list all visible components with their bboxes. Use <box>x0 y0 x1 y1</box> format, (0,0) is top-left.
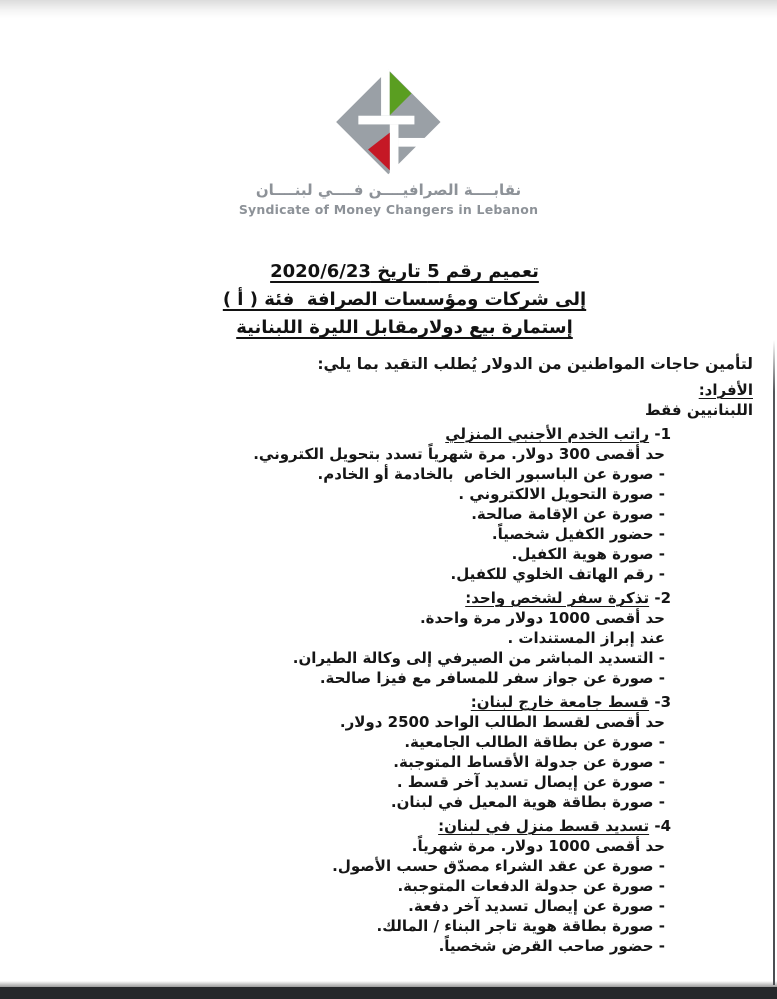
section-university-tuition <box>30 692 753 812</box>
requirement-line: - رقم الهاتف الخلوي للكفيل. <box>450 565 665 583</box>
section-heading <box>30 424 671 444</box>
requirement-line: عند إبراز المستندات . <box>507 629 665 647</box>
requirement-line: - حضور صاحب القرض شخصياً. <box>438 937 665 955</box>
circular-title-line-2: إلى شركات ومؤسسات الصرافة فئة ( أ ) <box>222 289 587 310</box>
nationality-note: اللبنانيين فقط <box>644 401 753 419</box>
logo-english-name: Syndicate of Money Changers in Lebanon <box>238 202 539 217</box>
photo-bottom-edge <box>0 987 777 999</box>
requirement-line: - صورة عن عقد الشراء مصدّق حسب الأصول. <box>332 857 665 875</box>
syndicate-logo <box>239 64 538 217</box>
section-travel-ticket <box>30 588 753 688</box>
section-number: 3- <box>654 693 671 711</box>
requirement-line: - صورة عن جدولة الدفعات المتوجبة. <box>397 877 665 895</box>
requirement-line: - صورة عن جدولة الأقساط المتوجبة. <box>393 753 665 771</box>
requirement-line: - صورة عن الإقامة صالحة. <box>471 505 665 523</box>
logo-arabic-name: نقابــــة الصرافيــــن فــــي لبنــــان <box>255 181 522 199</box>
circular-title-block <box>223 258 586 342</box>
circular-title-line-3: إستمارة بيع دولارمقابل الليرة اللبنانية <box>236 317 573 338</box>
requirement-line: حد أقصى 1000 دولار مرة واحدة. <box>419 609 665 627</box>
individuals-heading: الأفراد: <box>698 381 753 399</box>
money-changers-diamond-icon <box>329 64 447 180</box>
section-heading <box>30 816 671 836</box>
requirement-line: - التسديد المباشر من الصيرفي إلى وكالة الطيران. <box>292 649 665 667</box>
requirement-line: - حضور الكفيل شخصياً. <box>491 525 665 543</box>
section-title: تسديد قسط منزل في لبنان: <box>438 817 650 835</box>
circular-title-line-1: تعميم رقم 5 تاريخ 2020/6/23 <box>270 261 539 282</box>
requirement-line: - صورة عن جواز سفر للمسافر مع فيزا صالحة. <box>319 669 665 687</box>
section-title: قسط جامعة خارج لبنان: <box>470 693 650 711</box>
section-number: 2- <box>654 589 671 607</box>
section-domestic-worker-salary <box>30 424 753 584</box>
section-heading <box>30 588 671 608</box>
requirement-line: حد أقصى 300 دولار. مرة شهرياً تسدد بتحويل الكتروني. <box>253 445 665 463</box>
section-number: 1- <box>654 425 671 443</box>
requirement-line: حد أقصى 1000 دولار. مرة شهرياً. <box>411 837 665 855</box>
circular-body <box>30 354 753 956</box>
section-title: راتب الخدم الأجنبي المنزلي <box>445 425 650 443</box>
requirement-line: - صورة التحويل الالكتروني . <box>458 485 665 503</box>
photo-right-edge <box>773 340 775 985</box>
section-heading <box>30 692 671 712</box>
requirement-line: حد أقصى لقسط الطالب الواحد 2500 دولار. <box>339 713 665 731</box>
requirement-line: - صورة عن بطاقة الطالب الجامعية. <box>404 733 665 751</box>
requirement-line: - صورة هوية الكفيل. <box>511 545 665 563</box>
requirement-line: - صورة عن إيصال تسديد آخر قسط . <box>396 773 665 791</box>
section-title: تذكرة سفر لشخص واحد: <box>465 589 650 607</box>
requirement-line: - صورة بطاقة هوية المعيل في لبنان. <box>390 793 665 811</box>
requirement-line: - صورة بطاقة هوية تاجر البناء / المالك. <box>376 917 665 935</box>
requirement-line: - صورة عن الباسبور الخاص بالخادمة أو الخادم. <box>317 465 665 483</box>
intro-line: لتأمين حاجات المواطنين من الدولار يُطلب التقيد بما يلي: <box>317 355 753 373</box>
section-house-installment <box>30 816 753 956</box>
requirement-line: - صورة عن إيصال تسديد آخر دفعة. <box>408 897 665 915</box>
photo-top-edge <box>0 0 777 18</box>
section-number: 4- <box>654 817 671 835</box>
